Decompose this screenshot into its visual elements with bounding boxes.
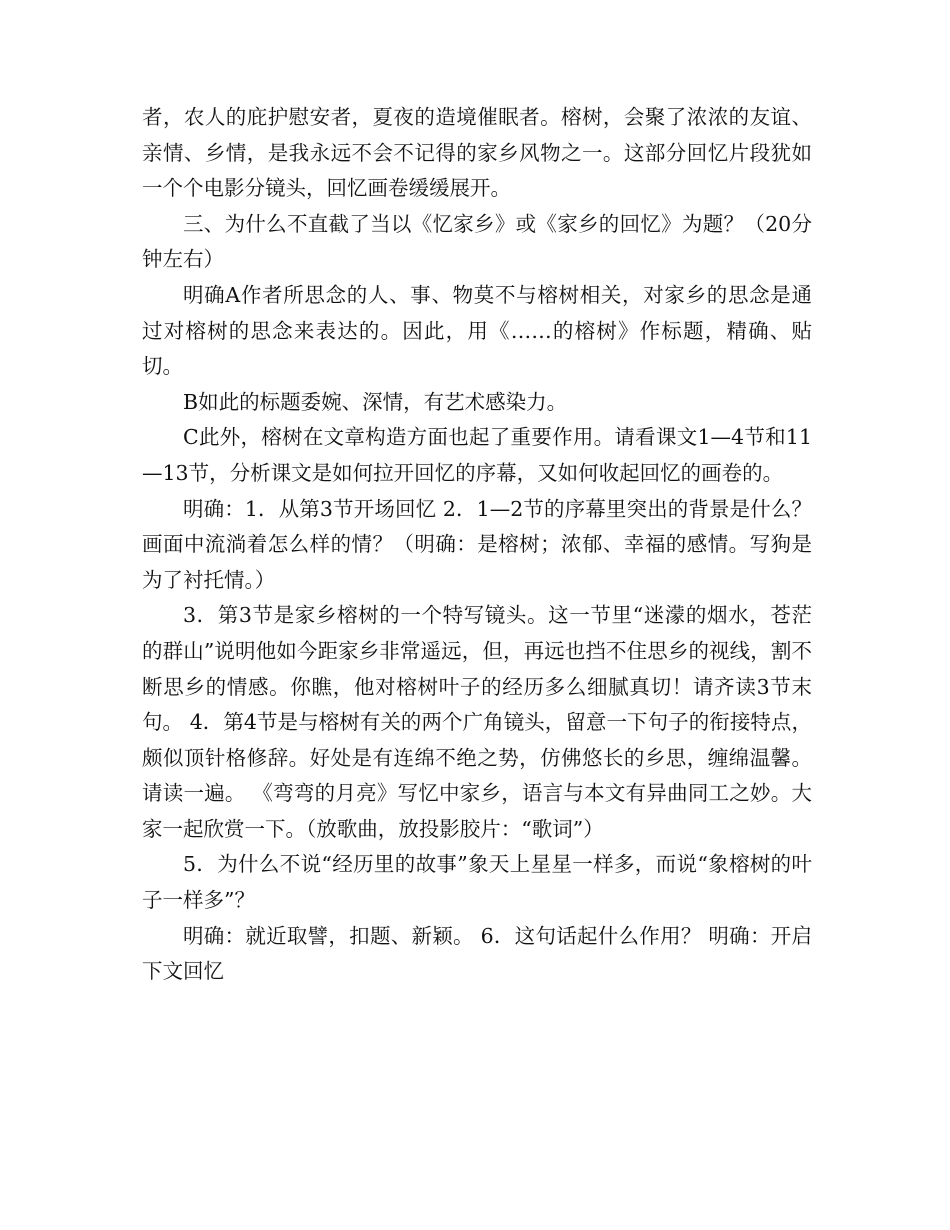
paragraph-answer-b: B如此的标题委婉、深情，有艺术感染力。	[183, 389, 568, 414]
paragraph-answer-a: 明确A作者所思念的人、事、物莫不与榕树相关，对家乡的思念是通过对榕树的思念来表达的。因此，用《……的榕树》作标题，精确、贴切。	[142, 282, 812, 379]
document-body	[142, 100, 812, 990]
paragraph-continuation: 者，农人的庇护慰安者，夏夜的造境催眠者。榕树，会聚了浓浓的友谊、亲情、乡情，是我永远不会不记得的家乡风物之一。这部分回忆片段犹如一个个电影分镜头，回忆画卷缓缓展开。	[142, 105, 812, 201]
paragraph-answer-3-4: 3．第3节是家乡榕树的一个特写镜头。这一节里“迷濛的烟水，苍茫的群山”说明他如今距家乡非常遥远，但，再远也挡不住思乡的视线，割不断思乡的情感。你瞧，他对榕树叶子的经历多么细腻真切！请齐读3节末句。 4．第4节是与榕树有关的两个广角镜头，留意一下句子的衔接特点，颇似顶针格修辞。好处是有连绵不绝之势，仿佛悠长的乡思，缠绵温馨。请读一遍。 《弯弯的月亮》写忆中家乡，语言与本文有异曲同工之妙。大家一起欣赏一下。（放歌曲，放投影胶片：“歌词”）	[142, 603, 812, 841]
paragraph-answer-c: C此外，榕树在文章构造方面也起了重要作用。请看课文1—4节和11—13节，分析课文是如何拉开回忆的序幕，又如何收起回忆的画卷的。	[142, 425, 812, 485]
paragraph-answer-1-2: 明确：1．从第3节开场回忆 2．1—2节的序幕里突出的背景是什么？画面中流淌着怎么样的情？（明确：是榕树；浓郁、幸福的感情。写狗是为了衬托情。）	[142, 496, 812, 592]
paragraph-answer-5-6: 明确：就近取譬，扣题、新颖。 6．这句话起什么作用？ 明确：开启下文回忆	[142, 923, 812, 984]
paragraph-question-five: 5．为什么不说“经历里的故事”象天上星星一样多，而说“象榕树的叶子一样多”？	[142, 852, 812, 913]
paragraph-question-three: 三、为什么不直截了当以《忆家乡》或《家乡的回忆》为题？（20分钟左右）	[142, 211, 812, 272]
